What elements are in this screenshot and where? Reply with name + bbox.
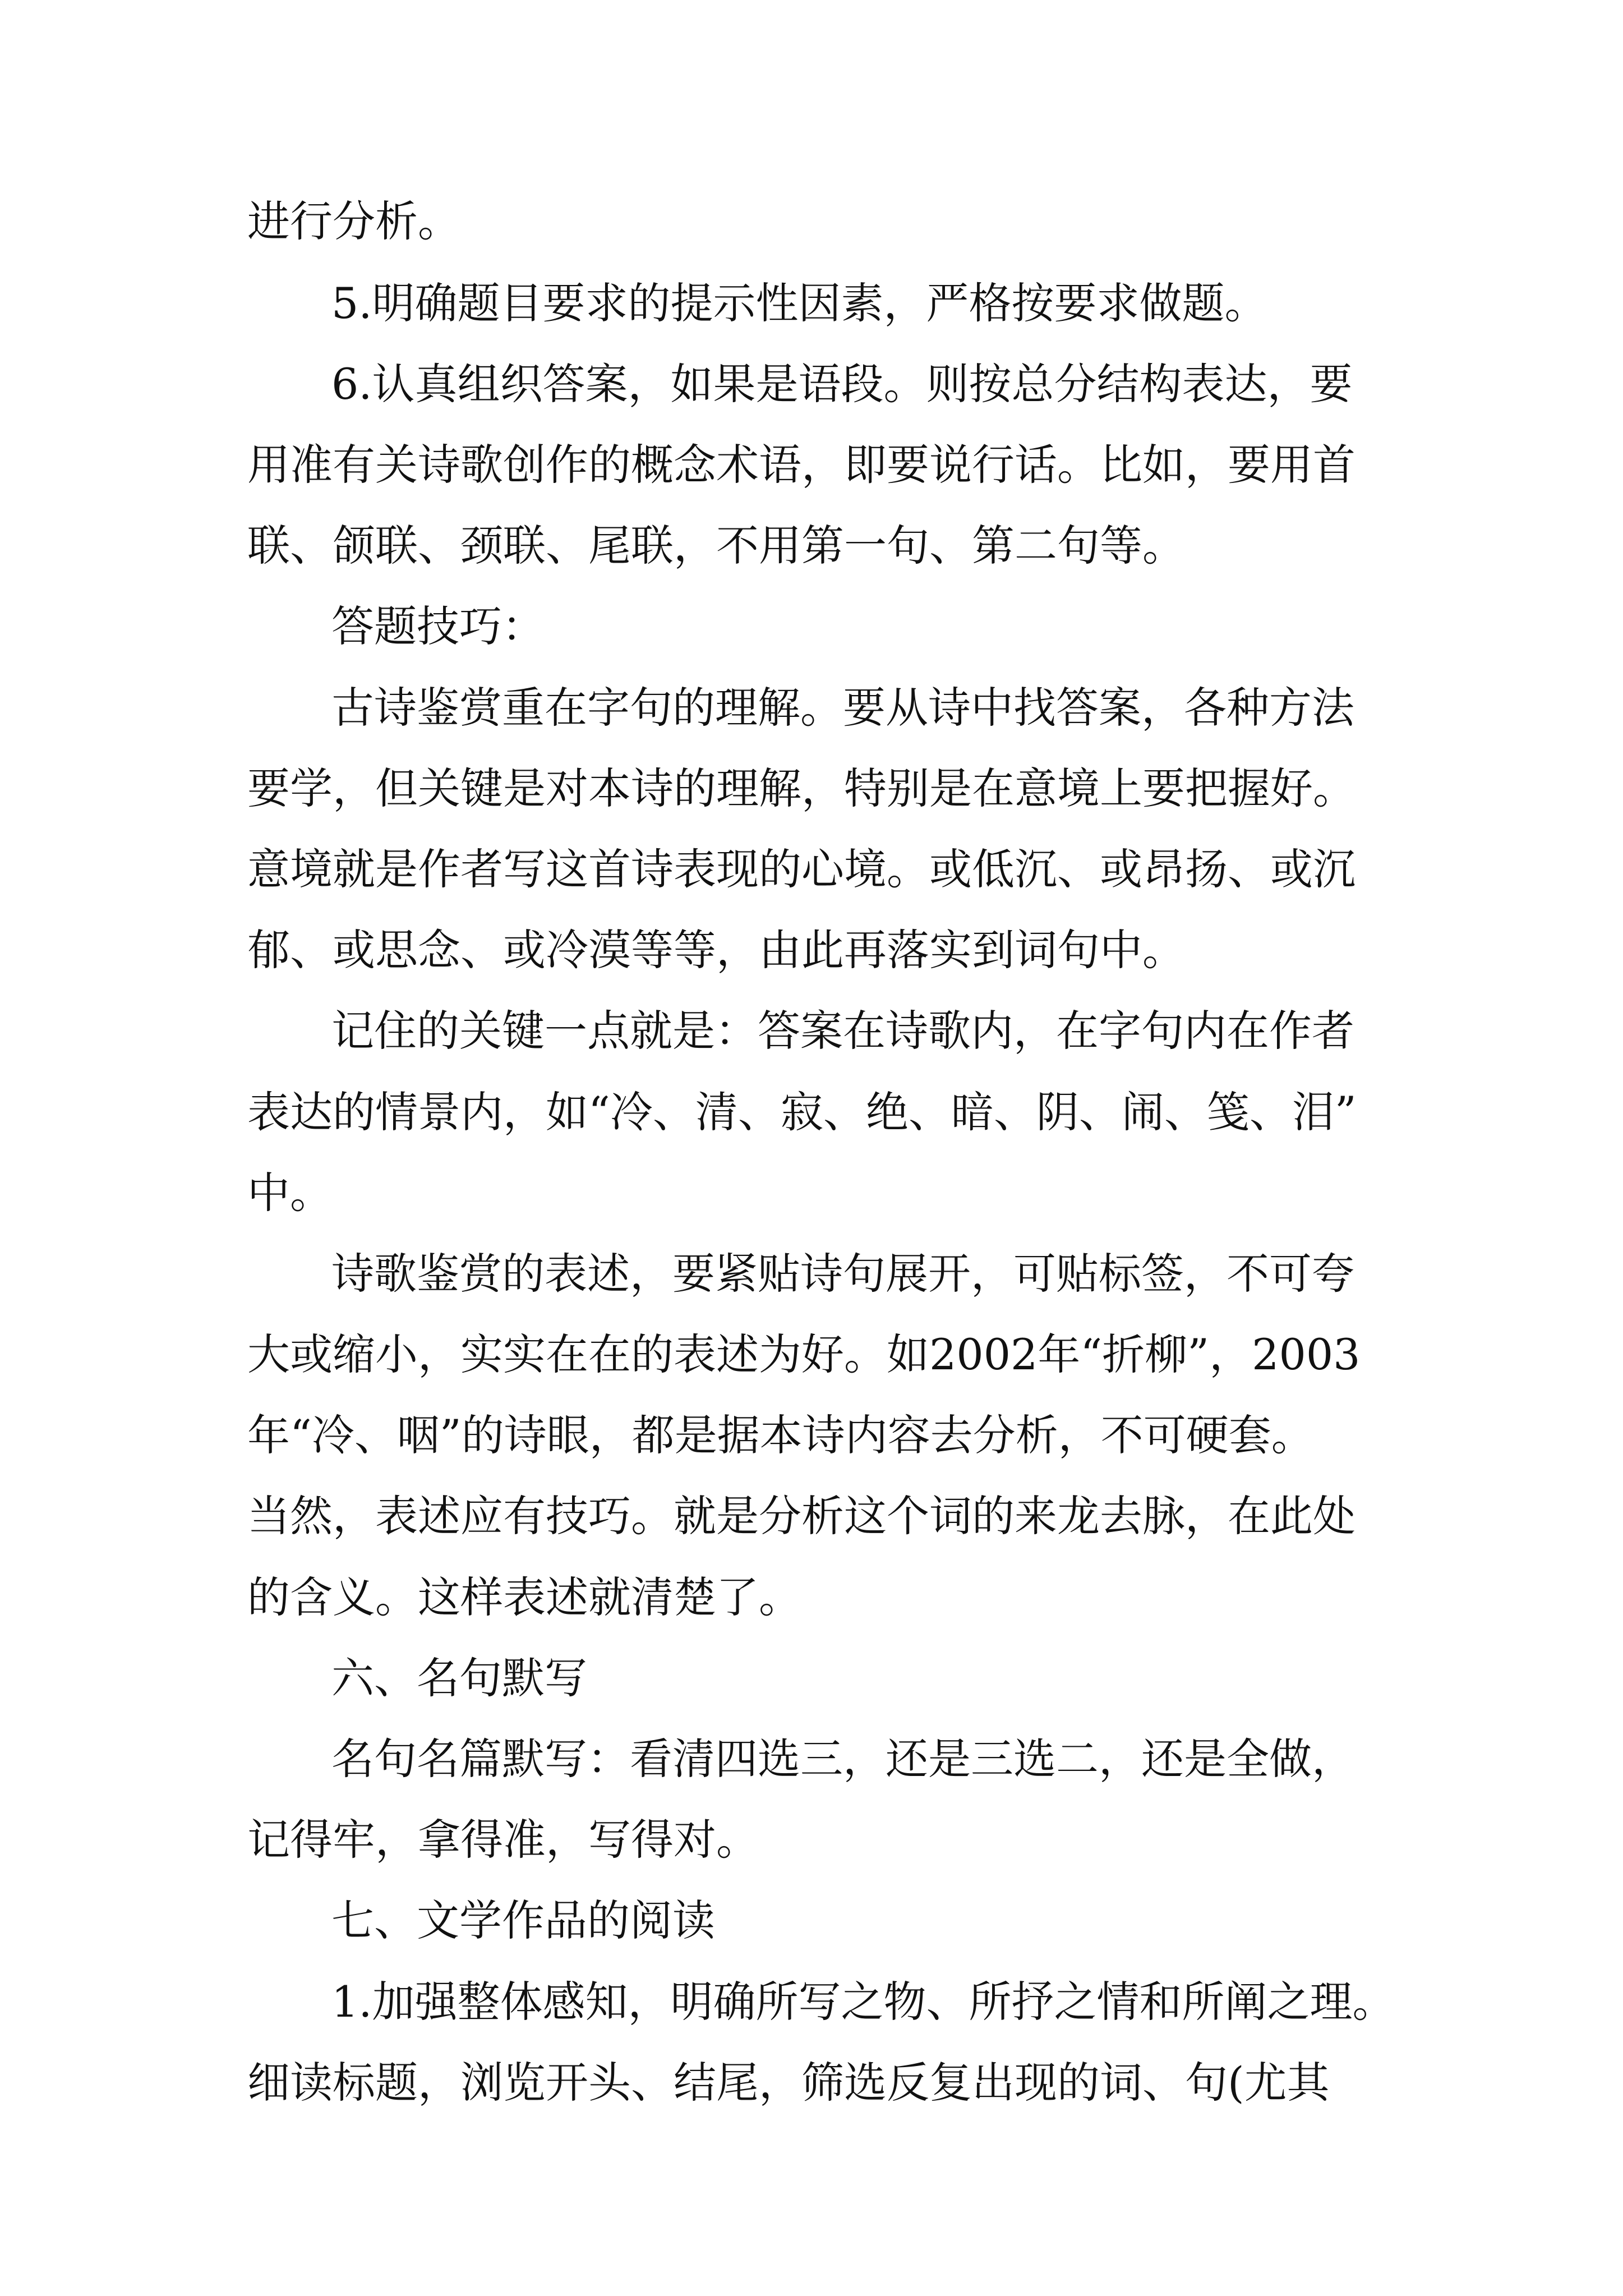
text-line: 表达的情景内，如“冷、清、寂、绝、暗、阴、闹、笺、泪”	[247, 1087, 1357, 1137]
text-line: 用准有关诗歌创作的概念术语，即要说行话。比如，要用首	[247, 440, 1355, 490]
text-line: 答题技巧：	[331, 601, 545, 651]
text-line: 进行分析。	[247, 196, 460, 246]
text-line: 要学，但关键是对本诗的理解，特别是在意境上要把握好。	[247, 763, 1355, 813]
text-line: 古诗鉴赏重在字句的理解。要从诗中找答案，各种方法	[331, 683, 1354, 733]
section-heading: 六、名句默写	[331, 1653, 587, 1703]
text-line: 细读标题，浏览开头、结尾，筛选反复出现的词、句(尤其	[247, 2058, 1330, 2108]
text-line: 大或缩小，实实在在的表述为好。如2002年“折柳”，2003	[247, 1329, 1361, 1379]
text-line: 5.明确题目要求的提示性因素，严格按要求做题。	[331, 278, 1267, 328]
text-line: 意境就是作者写这首诗表现的心境。或低沉、或昂扬、或沉	[247, 844, 1355, 894]
text-line: 中。	[247, 1168, 333, 1218]
text-line: 名句名篇默写：看清四选三，还是三选二，还是全做，	[331, 1734, 1354, 1784]
text-line: 当然，表述应有技巧。就是分析这个词的来龙去脉，在此处	[247, 1491, 1355, 1541]
text-line: 记住的关键一点就是：答案在诗歌内，在字句内在作者	[331, 1006, 1354, 1056]
text-line: 6.认真组织答案，如果是语段。则按总分结构表达，要	[331, 359, 1353, 409]
text-line: 记得牢，拿得准，写得对。	[247, 1815, 759, 1865]
text-line: 的含义。这样表述就清楚了。	[247, 1572, 801, 1622]
section-heading: 七、文学作品的阅读	[331, 1895, 715, 1945]
text-line: 联、颌联、颈联、尾联，不用第一句、第二句等。	[247, 521, 1185, 570]
text-line: 诗歌鉴赏的表述，要紧贴诗句展开，可贴标签，不可夸	[331, 1249, 1354, 1299]
text-line: 1.加强整体感知，明确所写之物、所抒之情和所阐之理。	[331, 1977, 1395, 2027]
text-line: 年“冷、咽”的诗眼，都是据本诗内容去分析，不可硬套。	[247, 1410, 1314, 1460]
text-line: 郁、或思念、或冷漠等等，由此再落实到词句中。	[247, 925, 1185, 975]
